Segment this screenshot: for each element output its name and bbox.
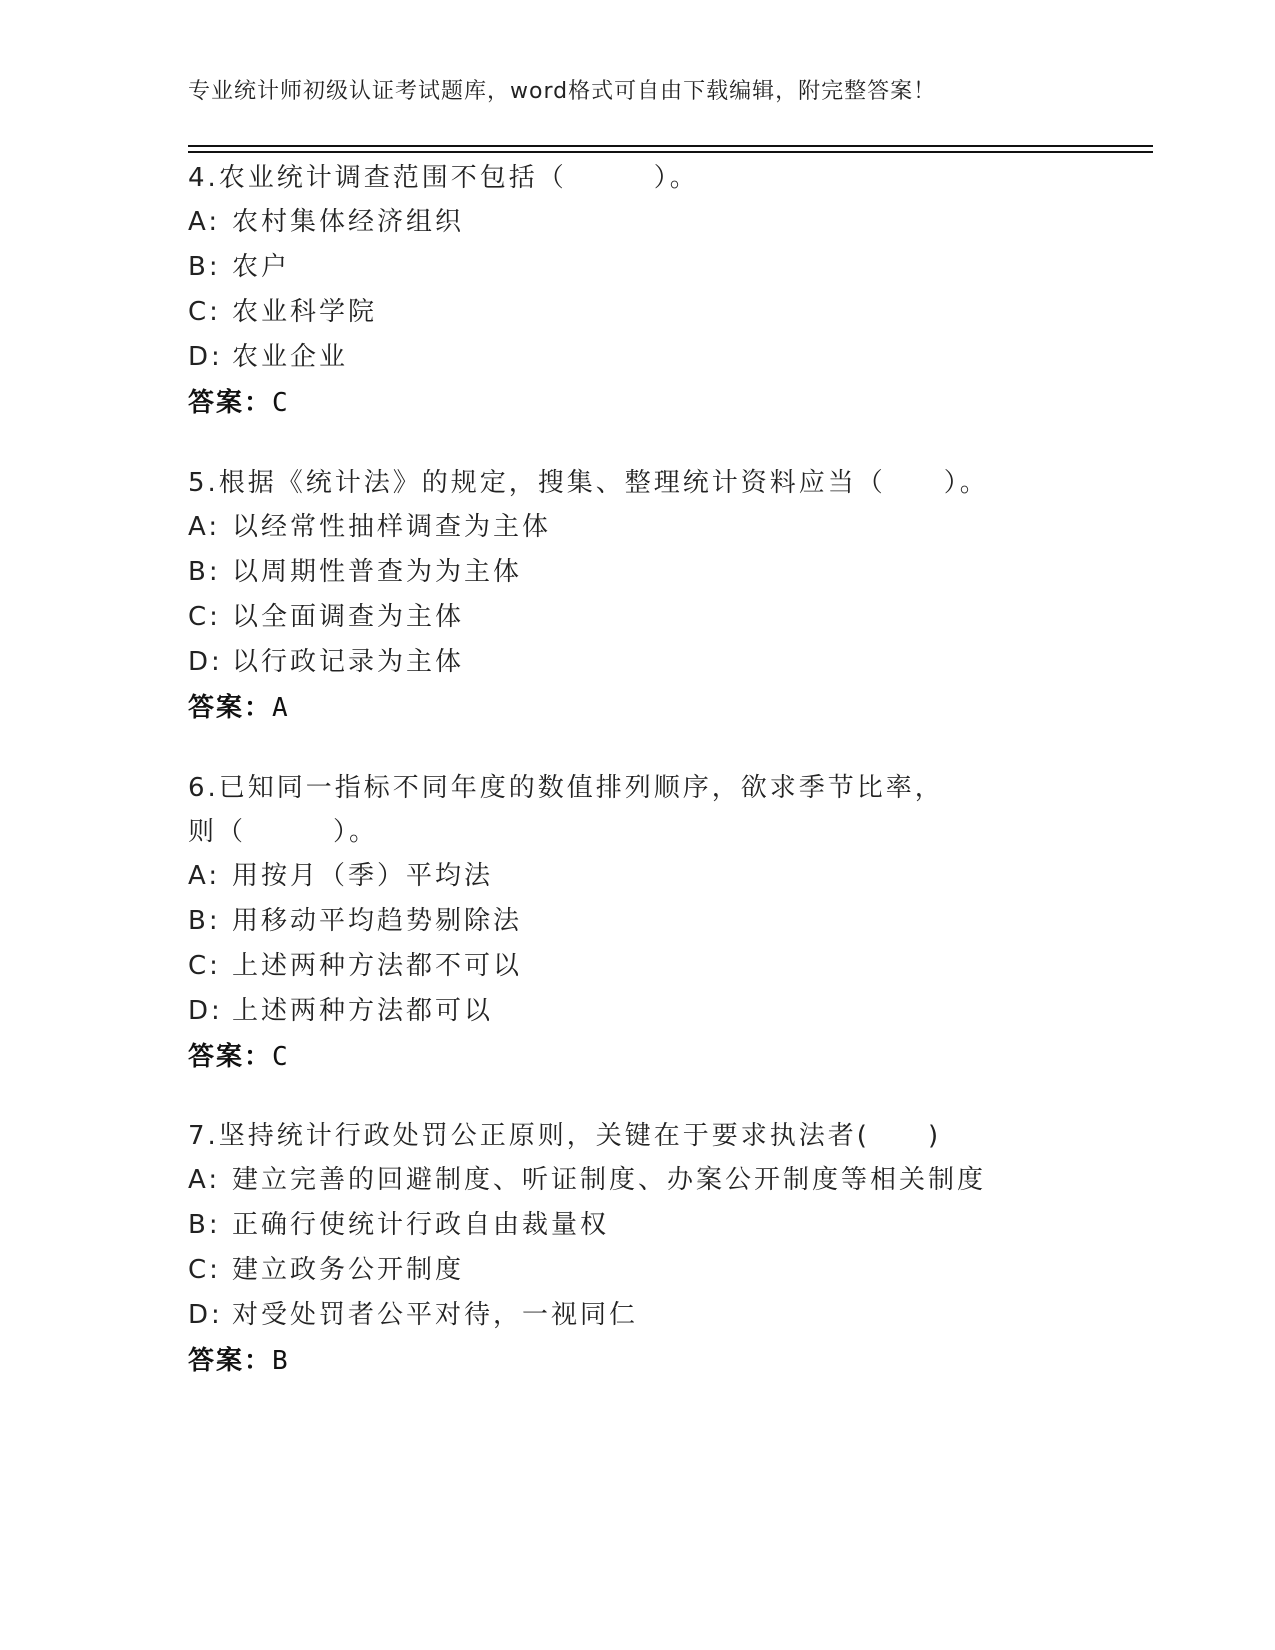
option-letter: D: bbox=[188, 342, 223, 372]
option-letter: A: bbox=[188, 512, 221, 542]
question-6 bbox=[188, 766, 948, 1080]
answer-label: 答案： bbox=[188, 693, 273, 723]
answer-line bbox=[188, 685, 1148, 731]
option-text: 用移动平均趋势剔除法 bbox=[232, 906, 523, 936]
question-4 bbox=[188, 156, 1148, 426]
option-letter: D: bbox=[188, 996, 223, 1026]
option-b bbox=[188, 899, 948, 944]
option-d bbox=[188, 335, 1148, 380]
answer-value: A bbox=[272, 693, 290, 723]
option-text: 以经常性抽样调查为主体 bbox=[232, 512, 552, 542]
option-letter: D: bbox=[188, 1300, 223, 1330]
option-text: 对受处罚者公平对待，一视同仁 bbox=[232, 1300, 639, 1330]
option-text: 农业科学院 bbox=[232, 297, 378, 327]
option-text: 农业企业 bbox=[232, 342, 349, 372]
answer-label: 答案： bbox=[188, 1346, 273, 1376]
answer-value: C bbox=[272, 1042, 290, 1072]
option-text: 农户 bbox=[232, 252, 291, 282]
option-letter: C: bbox=[188, 951, 221, 981]
option-letter: B: bbox=[188, 906, 221, 936]
question-stem: 4.农业统计调查范围不包括（ ）。 bbox=[188, 163, 699, 193]
option-text: 以全面调查为主体 bbox=[232, 602, 465, 632]
option-letter: D: bbox=[188, 647, 223, 677]
answer-label: 答案： bbox=[188, 1042, 273, 1072]
answer-line bbox=[188, 1338, 1148, 1384]
option-text: 以周期性普查为为主体 bbox=[232, 557, 523, 587]
option-d bbox=[188, 1293, 1148, 1338]
option-text: 上述两种方法都不可以 bbox=[232, 951, 523, 981]
option-c bbox=[188, 595, 1148, 640]
option-letter: B: bbox=[188, 1210, 221, 1240]
question-stem: 6.已知同一指标不同年度的数值排列顺序，欲求季节比率，则（ ）。 bbox=[188, 773, 944, 847]
option-letter: C: bbox=[188, 602, 221, 632]
option-letter: B: bbox=[188, 557, 221, 587]
question-5 bbox=[188, 461, 1148, 731]
option-a bbox=[188, 505, 1148, 550]
question-stem: 7.坚持统计行政处罚公正原则，关键在于要求执法者( ) bbox=[188, 1121, 942, 1151]
option-text: 农村集体经济组织 bbox=[232, 207, 465, 237]
option-a bbox=[188, 200, 1148, 245]
option-letter: A: bbox=[188, 207, 221, 237]
option-c bbox=[188, 944, 948, 989]
question-stem: 5.根据《统计法》的规定，搜集、整理统计资料应当（ ）。 bbox=[188, 468, 989, 498]
answer-value: B bbox=[272, 1346, 290, 1376]
option-letter: A: bbox=[188, 1165, 221, 1195]
answer-value: C bbox=[272, 388, 290, 418]
option-d bbox=[188, 989, 948, 1034]
option-b bbox=[188, 550, 1148, 595]
option-letter: C: bbox=[188, 1255, 221, 1285]
option-text: 建立完善的回避制度、听证制度、办案公开制度等相关制度 bbox=[232, 1165, 987, 1195]
option-text: 以行政记录为主体 bbox=[232, 647, 465, 677]
answer-line bbox=[188, 1034, 948, 1080]
option-text: 上述两种方法都可以 bbox=[232, 996, 494, 1026]
option-c bbox=[188, 1248, 1148, 1293]
option-text: 建立政务公开制度 bbox=[232, 1255, 465, 1285]
option-b bbox=[188, 1203, 1148, 1248]
option-c bbox=[188, 290, 1148, 335]
option-text: 正确行使统计行政自由裁量权 bbox=[232, 1210, 610, 1240]
option-a bbox=[188, 854, 948, 899]
answer-line bbox=[188, 380, 1148, 426]
option-letter: B: bbox=[188, 252, 221, 282]
header-divider-bottom bbox=[188, 151, 1153, 153]
option-text: 用按月（季）平均法 bbox=[232, 861, 494, 891]
option-a bbox=[188, 1158, 1148, 1203]
document-header: 专业统计师初级认证考试题库，word格式可自由下载编辑，附完整答案！ bbox=[188, 79, 937, 104]
question-7 bbox=[188, 1114, 1148, 1384]
option-letter: C: bbox=[188, 297, 221, 327]
option-letter: A: bbox=[188, 861, 221, 891]
option-b bbox=[188, 245, 1148, 290]
header-divider-top bbox=[188, 145, 1153, 147]
answer-label: 答案： bbox=[188, 388, 273, 418]
option-d bbox=[188, 640, 1148, 685]
